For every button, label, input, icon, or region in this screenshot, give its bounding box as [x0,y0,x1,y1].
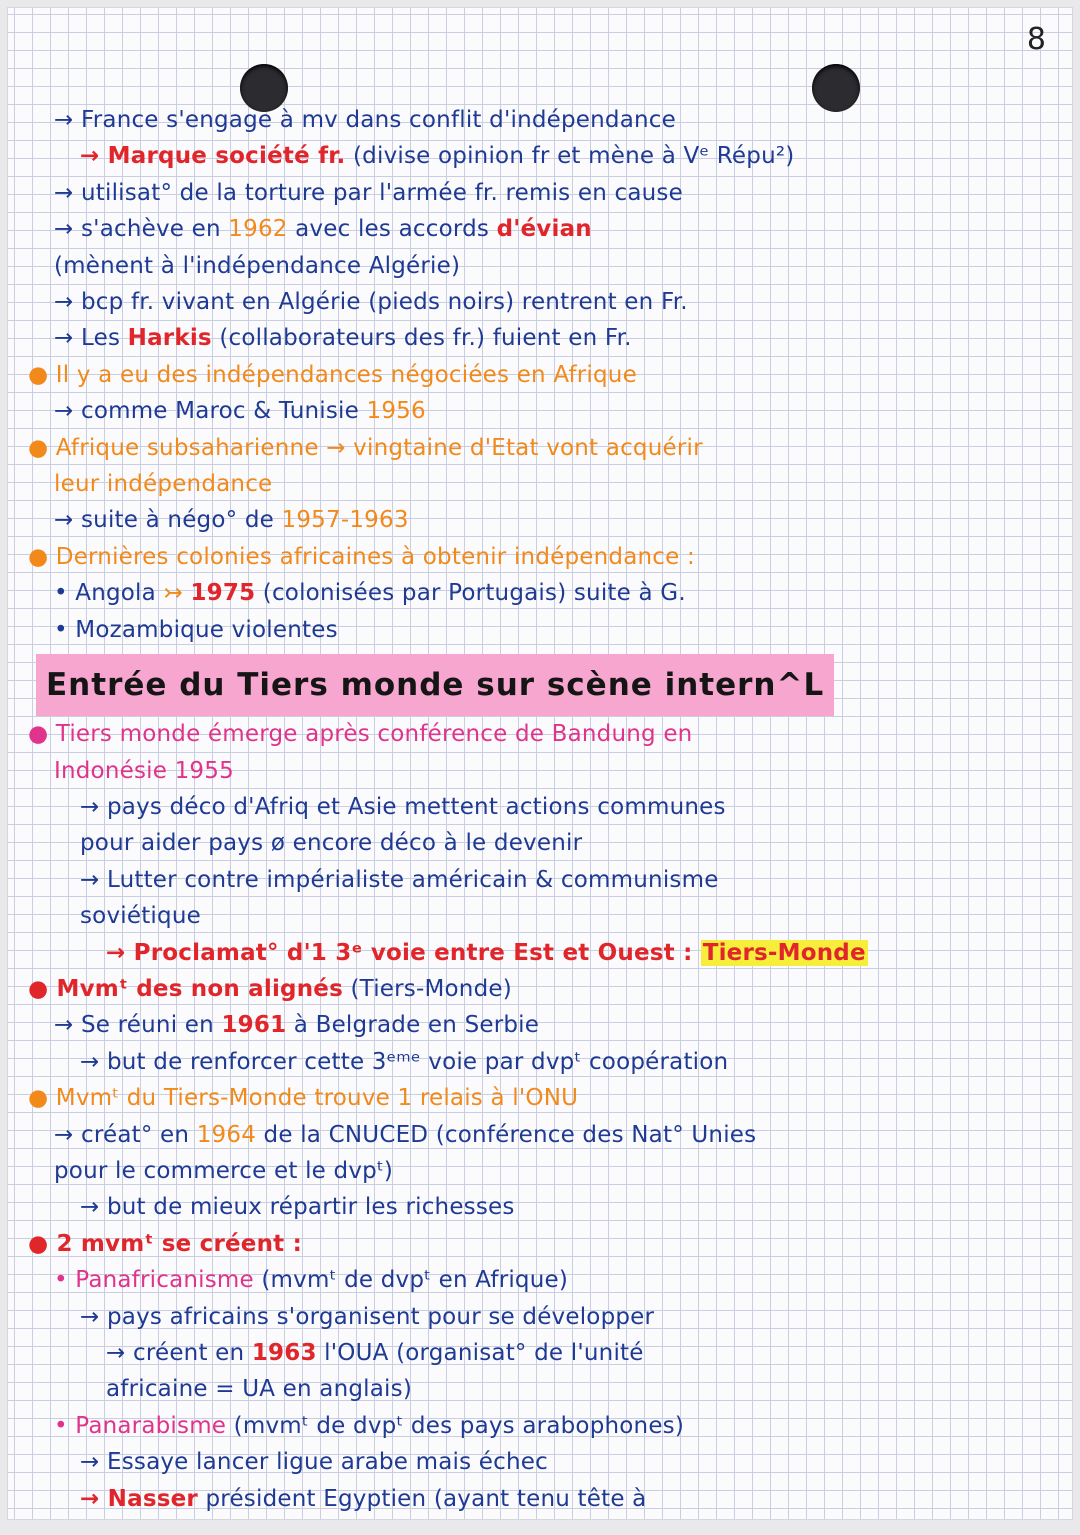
note-text: ● Il y a eu des indépendances négociées en Afrique [28,361,637,388]
note-line [28,466,1058,502]
note-text: pour le commerce et le dvpᵗ) [54,1157,394,1184]
note-text: → suite à négo° de [54,507,282,534]
note-text: de la CNUCED (conférence des Nat° Unies [256,1121,757,1148]
note-text: → Proclamat° d'1 3ᵉ voie entre Est et Ouest : [106,939,701,966]
note-text: violentes [224,616,338,643]
note-line [28,753,1058,789]
note-text: 1964 [196,1121,257,1148]
note-text: ● Dernières colonies africaines à obtenir indépendance : [28,543,695,570]
note-line [28,716,1058,752]
note-text: → s'achève en [54,216,229,243]
page-number: 8 [1026,22,1046,57]
note-line [28,971,1058,1007]
note-text: président Egyptien (ayant tenu tête à [197,1485,647,1512]
notebook-page [8,8,1072,1519]
note-line [28,1189,1058,1225]
note-text: → Marque société fr. [80,143,346,170]
note-line [28,1153,1058,1189]
note-text: → pays africains s'organisent pour se développer [80,1303,655,1330]
note-text: d'évian [496,216,592,243]
note-text: 1962 [228,216,288,243]
note-text: (mvmᵗ de dvpᵗ en Afrique) [253,1267,569,1294]
note-text: ● Tiers monde émerge après conférence de Bandung en [28,721,693,748]
note-text: (mènent à l'indépendance Algérie) [54,252,461,279]
note-text: 1956 [366,398,426,425]
note-text: 1975 [190,580,256,607]
note-text: 1957-1963 [281,507,409,534]
note-line [28,1481,1058,1517]
note-text: ● Mvmᵗ des non alignés [28,975,343,1002]
note-line [28,862,1058,898]
note-text: (colonisées par Portugais) suite à G. [255,580,686,607]
note-text: • Mozambique [54,616,225,643]
note-text: à Belgrade en Serbie [286,1012,540,1039]
note-line [28,1007,1058,1043]
note-text: → Nasser [80,1485,198,1512]
note-text: l'OUA (organisat° de l'unité [316,1340,644,1366]
note-text: • Panafricanisme [54,1267,254,1294]
note-text: (collaborateurs des fr.) fuient en Fr. [211,325,632,352]
note-line [28,1299,1058,1335]
note-line [28,935,1058,971]
note-line [28,393,1058,429]
note-line [28,430,1058,466]
note-line [28,502,1058,538]
note-text: → bcp fr. vivant en Algérie (pieds noirs) rentrent en Fr. [54,289,688,316]
note-line [28,575,1058,611]
note-text: → utilisat° de la torture par l'armée fr. remis en cause [54,179,683,206]
note-line [28,1371,1058,1407]
note-text: • Panarabisme [54,1412,227,1439]
note-line [28,1080,1058,1116]
note-text: (Tiers-Monde) [342,975,512,1002]
note-line [28,284,1058,320]
note-line [28,898,1058,934]
note-text: 1961 [221,1012,287,1039]
note-line [28,320,1058,356]
note-line [28,1335,1058,1371]
note-line [28,1262,1058,1298]
note-line [28,248,1058,284]
note-text: → Les [54,325,128,352]
note-line [28,1408,1058,1444]
note-line [28,1444,1058,1480]
note-text: ↣ [155,580,191,607]
note-text: → France s'engage à mv dans conflit d'indépendance [54,107,676,133]
note-text: → vingtaine d'Etat vont acquérir [318,434,703,461]
note-text: 1963 [251,1340,317,1366]
note-line [28,211,1058,247]
note-line [28,102,1058,138]
note-line [28,1226,1058,1262]
note-text: leur indépendance [54,471,273,498]
note-text: avec les accords [287,216,497,243]
note-line [28,1044,1058,1080]
note-line [28,612,1058,648]
note-line [28,789,1058,825]
note-text: → comme Maroc & Tunisie [54,398,367,425]
note-text: Indonésie [54,757,175,784]
note-text: → but de renforcer cette 3ᵉᵐᵉ voie par dvpᵗ coopération [80,1048,729,1075]
note-text: → Se réuni en [54,1012,222,1039]
note-line [28,1117,1058,1153]
note-line [28,825,1058,861]
note-text: ● 2 mvmᵗ se créent : [28,1230,302,1257]
note-text: africaine = UA en anglais) [106,1376,413,1403]
note-line [28,539,1058,575]
note-text: Harkis [127,325,212,352]
note-text: → créent en [106,1340,252,1366]
note-line [28,357,1058,393]
section-title: Entrée du Tiers monde sur scène intern^L [36,654,834,716]
note-line [28,138,1058,174]
note-text: ● Mvmᵗ du Tiers-Monde trouve 1 relais à l'ONU [28,1085,579,1112]
note-text: → pays déco d'Afriq et Asie mettent actions communes [80,793,726,820]
handwritten-notes [28,102,1058,1517]
note-text: → créat° en [54,1121,197,1148]
note-text: (divise opinion fr et mène à Vᵉ Répu²) [345,143,795,170]
note-text: pour aider pays ø encore déco à le devenir [80,830,583,857]
note-line [28,175,1058,211]
note-text: → Essaye lancer ligue arabe mais échec [80,1449,548,1476]
note-text: ● Afrique subsaharienne [28,434,319,461]
note-text: (mvmᵗ de dvpᵗ des pays arabophones) [226,1412,685,1439]
note-text: 1955 [174,757,234,784]
note-text: → Lutter contre impérialiste américain & communisme [80,866,719,893]
note-text: soviétique [80,903,201,930]
highlighted-term: Tiers-Monde [702,939,866,966]
note-text: • Angola [54,580,156,607]
section-heading-row [28,654,1058,716]
note-text: → but de mieux répartir les richesses [80,1194,515,1221]
